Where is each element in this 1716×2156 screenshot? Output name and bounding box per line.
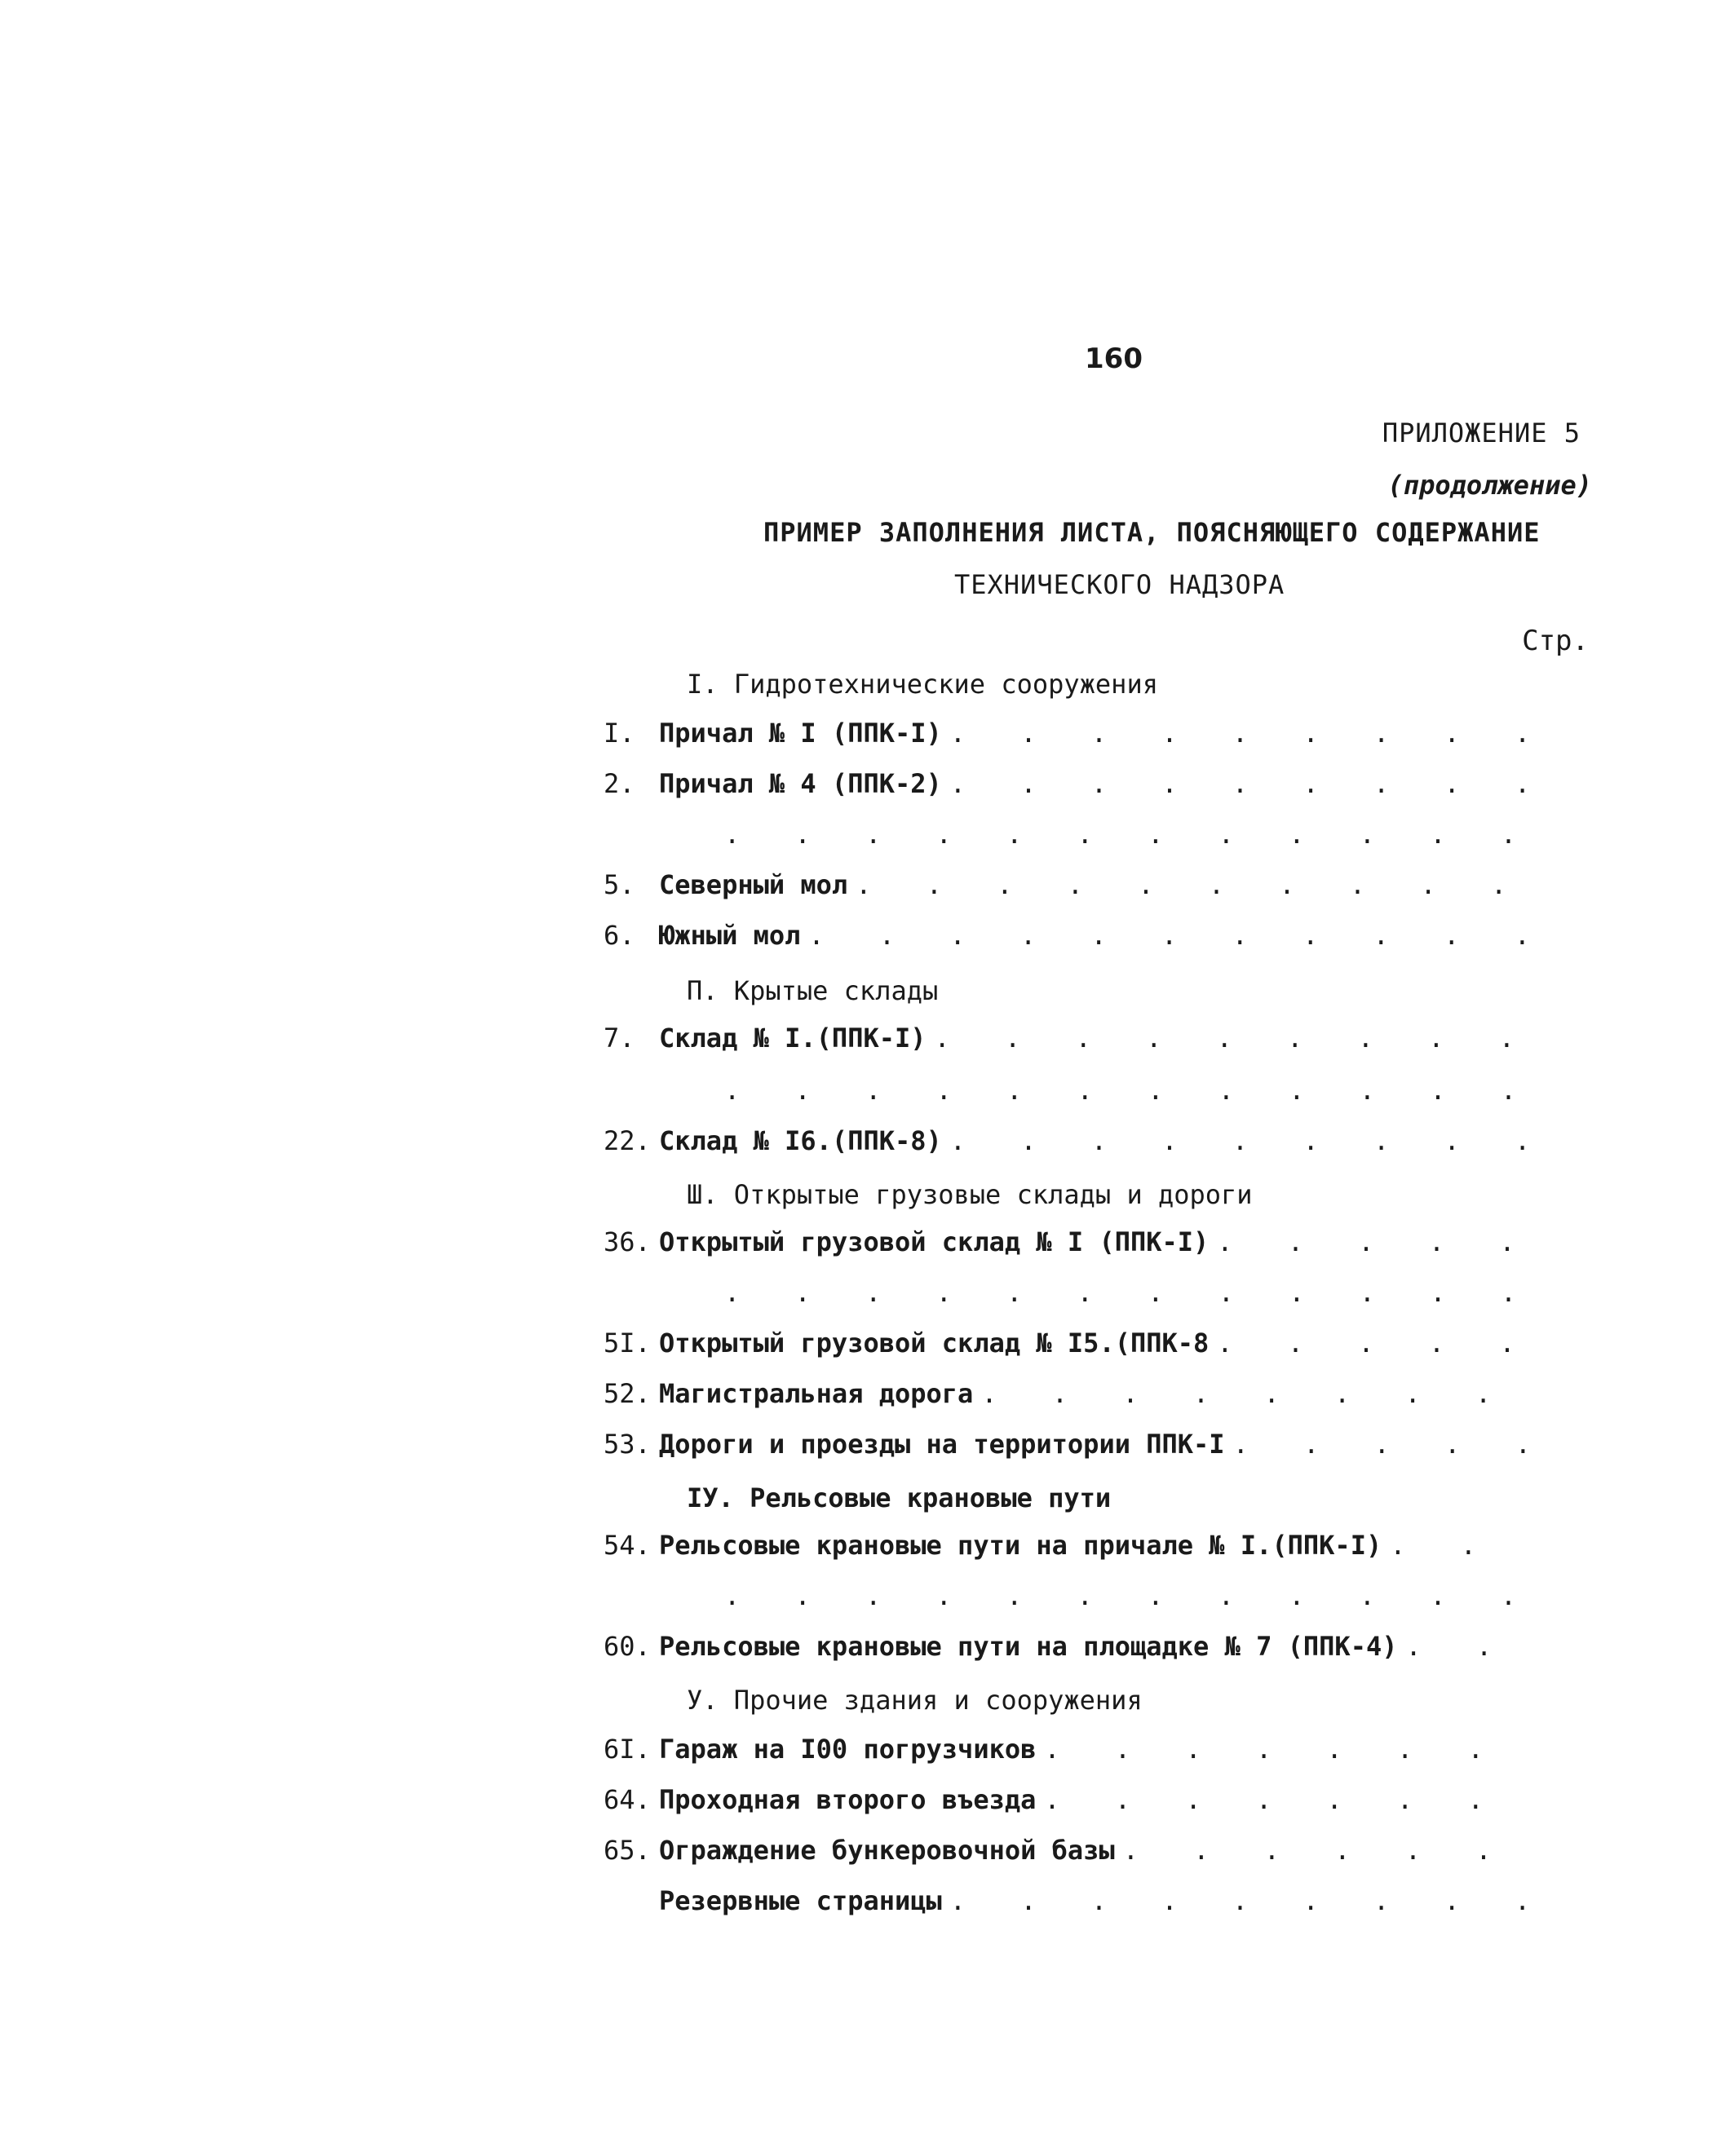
entry-text: Открытый грузовой склад № I (ППК-I) bbox=[659, 1226, 1210, 1257]
dot-leader bbox=[724, 1277, 1525, 1308]
dot-leader bbox=[808, 920, 1525, 951]
entry-number: 5I. bbox=[604, 1328, 651, 1359]
entry-number: 60. bbox=[604, 1631, 651, 1662]
entry-text: Причал № I (ППК-I) bbox=[659, 718, 942, 749]
entry-number: 64. bbox=[604, 1784, 651, 1815]
toc-entry bbox=[604, 1378, 1525, 1417]
entry-number: 6. bbox=[604, 920, 635, 951]
entry-text: Магистральная дорога bbox=[659, 1378, 974, 1409]
entry-text: Гараж на I00 погрузчиков bbox=[659, 1734, 1037, 1765]
entry-text: Северный мол bbox=[659, 869, 848, 900]
page-column-header: Стр. bbox=[1522, 625, 1589, 657]
toc-entry bbox=[604, 1328, 1525, 1367]
entry-text: Склад № I.(ППК-I) bbox=[659, 1023, 927, 1054]
dot-leader bbox=[950, 1885, 1525, 1916]
entry-text: Резервные страницы bbox=[659, 1885, 942, 1916]
dot-leader bbox=[1044, 1734, 1525, 1765]
dot-leader bbox=[1217, 1328, 1525, 1359]
toc-entry bbox=[604, 1835, 1525, 1874]
toc-entry bbox=[604, 1023, 1525, 1062]
toc-entry bbox=[604, 1075, 1525, 1114]
toc-entry bbox=[604, 869, 1525, 908]
dot-leader bbox=[1390, 1530, 1525, 1561]
dot-leader bbox=[724, 819, 1525, 850]
dot-leader bbox=[935, 1023, 1525, 1054]
section-heading: IУ. Рельсовые крановые пути bbox=[687, 1482, 1112, 1513]
document-title-line-1: ПРИМЕР ЗАПОЛНЕНИЯ ЛИСТА, ПОЯСНЯЮЩЕГО СОДЕРЖАНИЕ bbox=[763, 517, 1541, 548]
toc-entry bbox=[604, 1125, 1525, 1164]
dot-leader bbox=[1123, 1835, 1525, 1866]
entry-text: Дороги и проезды на территории ППК-I bbox=[659, 1429, 1225, 1460]
dot-leader bbox=[950, 768, 1525, 799]
toc-entry bbox=[604, 1277, 1525, 1316]
section-heading: I. Гидротехнические сооружения bbox=[687, 669, 1158, 700]
dot-leader bbox=[856, 869, 1525, 900]
dot-leader bbox=[724, 1075, 1525, 1106]
toc-entry bbox=[604, 1784, 1525, 1823]
entry-text: Склад № I6.(ППК-8) bbox=[659, 1125, 942, 1156]
section-heading: У. Прочие здания и сооружения bbox=[687, 1685, 1143, 1716]
toc-entry bbox=[604, 819, 1525, 858]
page-number: 160 bbox=[1085, 342, 1143, 375]
section-heading: Ш. Открытые грузовые склады и дороги bbox=[687, 1179, 1253, 1210]
dot-leader bbox=[1405, 1631, 1525, 1662]
entry-number: I. bbox=[604, 718, 635, 749]
entry-number: 7. bbox=[604, 1023, 635, 1054]
entry-text: Южный мол bbox=[659, 920, 801, 951]
document-title-line-2: ТЕХНИЧЕСКОГО НАДЗОРА bbox=[954, 569, 1285, 600]
toc-entry bbox=[604, 1580, 1525, 1619]
entry-number: 53. bbox=[604, 1429, 651, 1460]
toc-entry bbox=[604, 920, 1525, 959]
appendix-label: ПРИЛОЖЕНИЕ 5 bbox=[1382, 418, 1581, 448]
toc-entry bbox=[604, 1885, 1525, 1924]
dot-leader bbox=[1233, 1429, 1525, 1460]
entry-text: Проходная второго въезда bbox=[659, 1784, 1037, 1815]
dot-leader bbox=[981, 1378, 1525, 1409]
entry-number: 2. bbox=[604, 768, 635, 799]
entry-text: Ограждение бункеровочной базы bbox=[659, 1835, 1115, 1866]
entry-number: 5. bbox=[604, 869, 635, 900]
toc-entry bbox=[604, 1530, 1525, 1569]
toc-entry bbox=[604, 1429, 1525, 1468]
toc-entry bbox=[604, 718, 1525, 757]
dot-leader bbox=[1217, 1226, 1525, 1257]
dot-leader bbox=[724, 1580, 1525, 1611]
entry-text: Причал № 4 (ППК-2) bbox=[659, 768, 942, 799]
entry-text: Рельсовые крановые пути на причале № I.(ППК-I) bbox=[659, 1530, 1382, 1561]
dot-leader bbox=[950, 1125, 1525, 1156]
section-heading: П. Крытые склады bbox=[687, 975, 939, 1006]
toc-entry bbox=[604, 1631, 1525, 1670]
dot-leader bbox=[1044, 1784, 1525, 1815]
toc-entry bbox=[604, 1734, 1525, 1773]
toc-entry bbox=[604, 1226, 1525, 1266]
toc-entry bbox=[604, 768, 1525, 807]
entry-number: 54. bbox=[604, 1530, 651, 1561]
dot-leader bbox=[950, 718, 1525, 749]
entry-number: 22. bbox=[604, 1125, 651, 1156]
entry-text: Рельсовые крановые пути на площадке № 7 (ППК-4) bbox=[659, 1631, 1398, 1662]
entry-number: 52. bbox=[604, 1378, 651, 1409]
continued-label: (продолжение) bbox=[1387, 470, 1592, 501]
entry-number: 36. bbox=[604, 1226, 651, 1257]
entry-number: 6I. bbox=[604, 1734, 651, 1765]
entry-number: 65. bbox=[604, 1835, 651, 1866]
entry-text: Открытый грузовой склад № I5.(ППК-8 bbox=[659, 1328, 1210, 1359]
